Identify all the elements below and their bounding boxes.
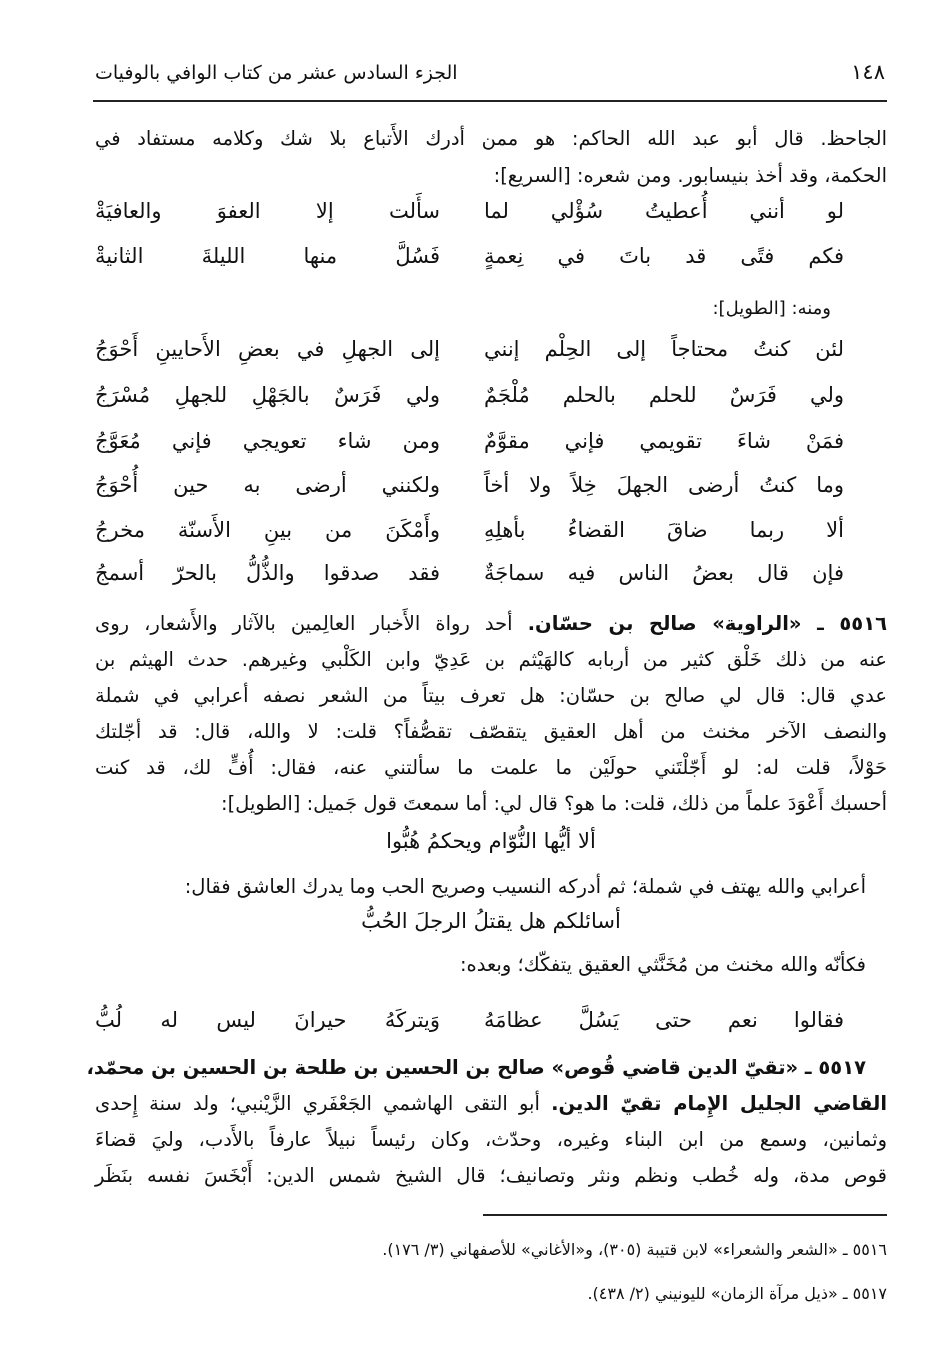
paragraph-line: قوص مدة، وله خُطب ونظم ونثر وتصانيف؛ قال الشيخ شمس الدين: أَبْخَسَ نفسه بنَظَر — [95, 1164, 887, 1187]
hemistich-second: وأَمْكَنَ من بينِ الأَسنّة مخرجُ — [95, 518, 440, 542]
hemistich-first: لئن كنتُ محتاجاً إلى الحِلْم إنني — [484, 337, 844, 361]
book-title: الجزء السادس عشر من كتاب الوافي بالوفيات — [95, 62, 458, 84]
poem-label: ومنه: [الطويل]: — [712, 298, 831, 319]
hemistich-first: وما كنتُ أرضى الجهلَ خِلاً ولا أخاً — [484, 473, 844, 497]
hemistich-first: فكم فتًى قد باتَ في نِعمةٍ — [484, 244, 844, 268]
hemistich-second: ولكنني أرضى به حين أُحْوَجُ — [95, 473, 440, 497]
running-header — [95, 58, 887, 98]
verse — [95, 383, 844, 417]
hemistich-first: فقالوا نعم حتى يَسُلَّ عظامَهُ — [484, 1008, 844, 1032]
paragraph-line: وثمانين، وسمع من ابن البناء وغيره، وحدّث، وكان رئيساً نبيلاً عارفاً بالأَدب، وليَ قضاءَ — [95, 1128, 887, 1151]
footnote: ٥٥١٧ ـ «ذيل مرآة الزمان» لليونيني (٢/ ٤٣٨). — [587, 1284, 887, 1303]
paragraph-line: أحسبك أَعْوَدَ علماً من ذلك، قلت: ما هو؟ قال لي: أما سمعتَ قول جَميل: [الطويل]: — [221, 792, 887, 815]
header-rule — [93, 100, 887, 102]
entry-5516-first-line: ٥٥١٦ ـ «الراوية» صالح بن حسّان. أحد رواة الأَخبار العالِمين بالآثار والأَشعار، روى — [95, 612, 888, 635]
paragraph-line: عنه من ذلك خَلْق كثير من أربابه كالهَيْثم بن عَدِيّ وابن الكَلْبي وغيرهم. حدث الهيثم بن — [95, 648, 887, 671]
verse — [95, 199, 844, 233]
hemistich-first: ولي فَرَسٌ للحلم بالحلم مُلْجَمٌ — [484, 383, 844, 407]
verse — [95, 473, 844, 507]
footnote: ٥٥١٦ ـ «الشعر والشعراء» لابن قتيبة (٣٠٥)، و«الأغاني» للأصفهاني (٣/ ١٧٦). — [382, 1240, 887, 1259]
hemistich-second: وَيتركَهُ حيرانَ ليس له لُبُّ — [95, 1008, 440, 1032]
entry-5517-heading: ٥٥١٧ ـ «تقيّ الدين قاضي قُوص» صالح بن الحسين بن طلحة بن الحسين بن محمّد، — [86, 1056, 866, 1079]
hemistich-second: إلى الجهلِ في بعضِ الأَحايينِ أَحْوَجُ — [95, 337, 440, 361]
hemistich-second: سأَلت إلا العفوَ والعافيَةْ — [95, 199, 440, 223]
paragraph-line: حَوْلاً، قلت له: لو أَجّلْتَني حولَيْن ما علمت ما سألتني عنه، فقال: أُفٍّ لك، قد كنت — [95, 756, 887, 779]
hemistich-first: فإن قال بعضُ الناس فيه سماجَةٌ — [484, 561, 844, 585]
entry-heading: ٥٥١٦ ـ «الراوية» صالح بن حسّان. — [527, 612, 888, 635]
footnote-rule — [483, 1214, 887, 1216]
verse — [95, 1008, 844, 1042]
verse — [95, 518, 844, 552]
paragraph-line: الحكمة، وقد أخذ بنيسابور. ومن شعره: [السريع]: — [493, 164, 887, 187]
verse — [95, 561, 844, 595]
paragraph-line: الجاحظ. قال أبو عبد الله الحاكم: هو ممن أدرك الأَتباع بلا شك وكلامه مستفاد في — [95, 127, 887, 150]
hemistich: أسائلكم هل يقتلُ الرجلَ الحُبُّ — [361, 909, 621, 933]
hemistich-first: ألا ربما ضاقَ القضاءُ بأهلِهِ — [484, 518, 844, 542]
paragraph-line: عدي قال: قال لي صالح بن حسّان: هل تعرف بيتاً من الشعر نصفه أعرابي في شملة — [95, 684, 887, 707]
paragraph-line: فكأنّه والله مخنث من مُخَنَّثي العقيق يتفكّك؛ وبعده: — [459, 953, 866, 976]
hemistich-first: فمَنْ شاءَ تقويمي فإني مقوَّمٌ — [484, 429, 844, 453]
verse — [95, 429, 844, 463]
paragraph-line: والنصف الآخر مخنث من أهل العقيق يتقصّف تقصُّفاً؟ قلت: لا والله، قال: قد أجّلتك — [95, 720, 887, 743]
verse — [95, 244, 844, 278]
hemistich-second: ولي فَرَسٌ بالجَهْلِ للجهلِ مُسْرَجُ — [95, 383, 440, 407]
hemistich-second: فقد صدقوا والذُّلُّ بالحرّ أسمجُ — [95, 561, 440, 585]
hemistich-first: لو أنني أُعطيتُ سُؤْلي لما — [484, 199, 844, 223]
hemistich: ألا أيُّها النُّوّام ويحكمُ هُبُّوا — [386, 829, 596, 853]
paragraph-line: أعرابي والله يهتف في شملة؛ ثم أدركه النسيب وصريح الحب وما يدرك العاشق فقال: — [184, 875, 866, 898]
page-number: ١٤٨ — [851, 60, 885, 84]
hemistich-second: ومن شاء تعويجي فإني مُعَوَّجُ — [95, 429, 440, 453]
hemistich-second: فَسُلَّ منها الليلةَ الثانيةْ — [95, 244, 440, 268]
paragraph-line: القاضي الجليل الإِمام تقيّ الدين. أبو التقى الهاشمي الجَعْفَري الزَّيْنبي؛ ولد سنة إِحدى — [95, 1092, 887, 1115]
verse — [95, 337, 844, 371]
